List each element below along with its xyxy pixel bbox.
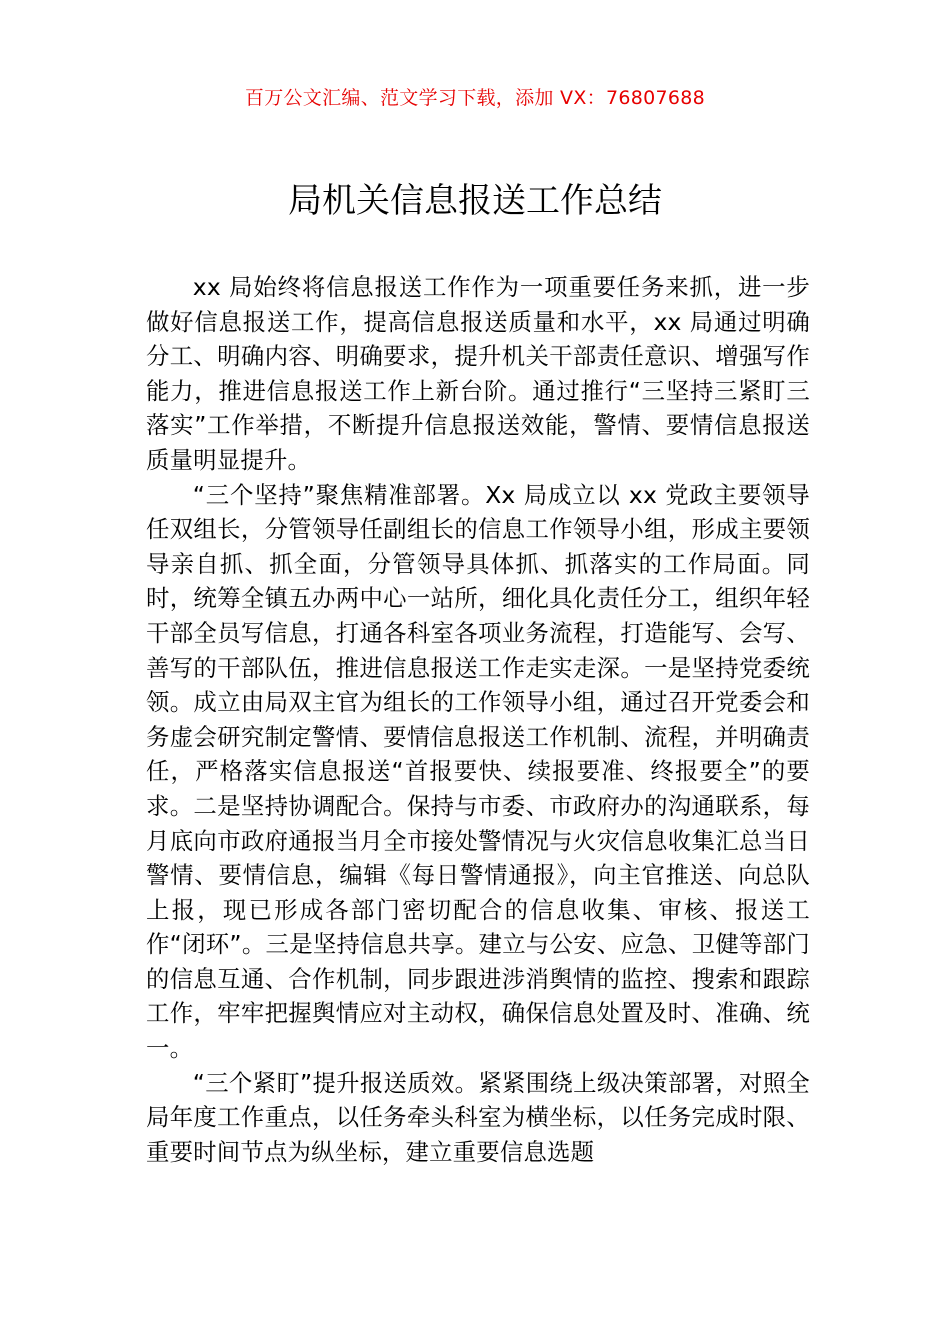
paragraph-three-persist: “三个坚持”聚焦精准部署。Xx 局成立以 xx 党政主要领导任双组长，分管领导任副组长的信息工作领导小组，形成主要领导亲自抓、抓全面，分管领导具体抓、抓落实的工作局面。同时，统筹全镇五办两中心一站所，细化具化责任分工，组织年轻干部全员写信息，打通各科室各项业务流程，打造能写、会写、善写的干部队伍，推进信息报送工作走实走深。一是坚持党委统领。成立由局双主官为组长的工作领导小组，通过召开党委会和务虚会研究制定警情、要情信息报送工作机制、流程，并明确责任，严格落实信息报送“首报要快、续报要准、终报要全”的要求。二是坚持协调配合。保持与市委、市政府办的沟通联系，每月底向市政府通报当月全市接处警情况与火灾信息收集汇总当日警情、要情信息，编辑《每日警情通报》，向主官推送、向总队上报，现已形成各部门密切配合的信息收集、审核、报送工作“闭环”。三是坚持信息共享。建立与公安、应急、卫健等部门的信息互通、合作机制，同步跟进涉消舆情的监控、搜索和跟踪工作，牢牢把握舆情应对主动权，确保信息处置及时、准确、统一。 (146, 480, 810, 1063)
paragraph-intro: xx 局始终将信息报送工作作为一项重要任务来抓，进一步做好信息报送工作，提高信息报送质量和水平，xx 局通过明确分工、明确内容、明确要求，提升机关干部责任意识、增强写作能力，推进信息报送工作上新台阶。通过推行“三坚持三紧盯三落实”工作举措，不断提升信息报送效能，警情、要情信息报送质量明显提升。 (146, 273, 810, 474)
paragraph-three-focus: “三个紧盯”提升报送质效。紧紧围绕上级决策部署，对照全局年度工作重点，以任务牵头科室为横坐标，以任务完成时限、重要时间节点为纵坐标，建立重要信息选题 (146, 1068, 810, 1166)
watermark-header-note: 百万公文汇编、范文学习下载，添加 VX：76807688 (244, 87, 706, 109)
document-body (146, 270, 810, 1169)
document-title: 局机关信息报送工作总结 (288, 181, 662, 221)
